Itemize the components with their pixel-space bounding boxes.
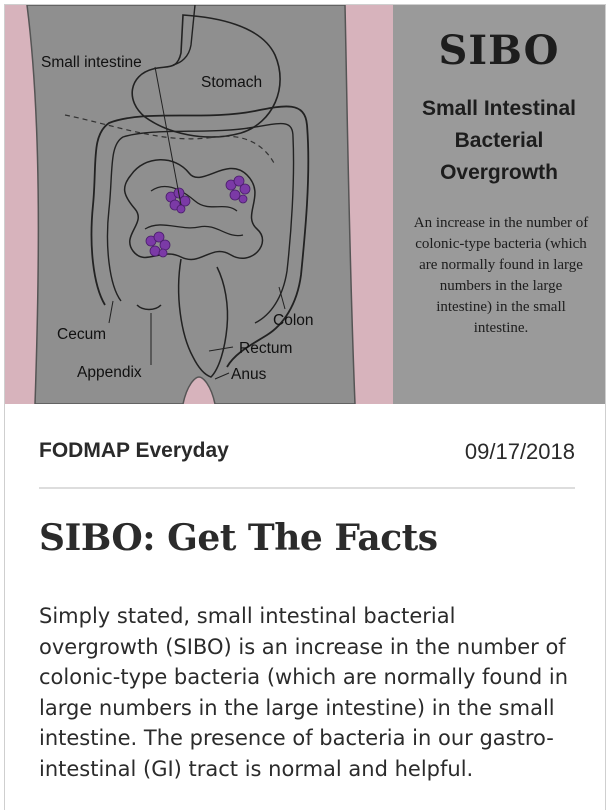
label-colon: Colon [273, 312, 314, 329]
article-date: 09/17/2018 [464, 439, 575, 464]
article-headline[interactable]: SIBO: Get The Facts [39, 517, 438, 559]
definition-panel [393, 5, 605, 404]
label-cecum: Cecum [57, 326, 107, 343]
label-stomach: Stomach [201, 74, 263, 91]
hero-image[interactable] [5, 5, 605, 404]
article-meta [39, 437, 575, 489]
digestive-system-illustration [5, 5, 393, 404]
digestive-diagram [5, 5, 393, 404]
label-appendix: Appendix [77, 364, 142, 381]
panel-title: SIBO [438, 27, 560, 74]
panel-description: An increase in the number of colonic-type bacteria (which are normally found in large numbers in the large intestine) in the small intestine. [413, 215, 589, 336]
label-small-intestine: Small intestine [41, 54, 142, 71]
article-source[interactable]: FODMAP Everyday [39, 439, 229, 462]
label-anus: Anus [231, 366, 267, 383]
panel-subtitle: Small Intestinal Bacterial Overgrowth [421, 97, 577, 184]
label-rectum: Rectum [239, 340, 293, 357]
article-card[interactable] [4, 4, 606, 810]
article-excerpt: Simply stated, small intestinal bacterial overgrowth (SIBO) is an increase in the number of colonic-type bacteria (which are normally found in large numbers in the large intestine) in the small intestine. The presence of bacteria in our gastro-intestinal (GI) tract is normal and helpful. [39, 604, 569, 781]
